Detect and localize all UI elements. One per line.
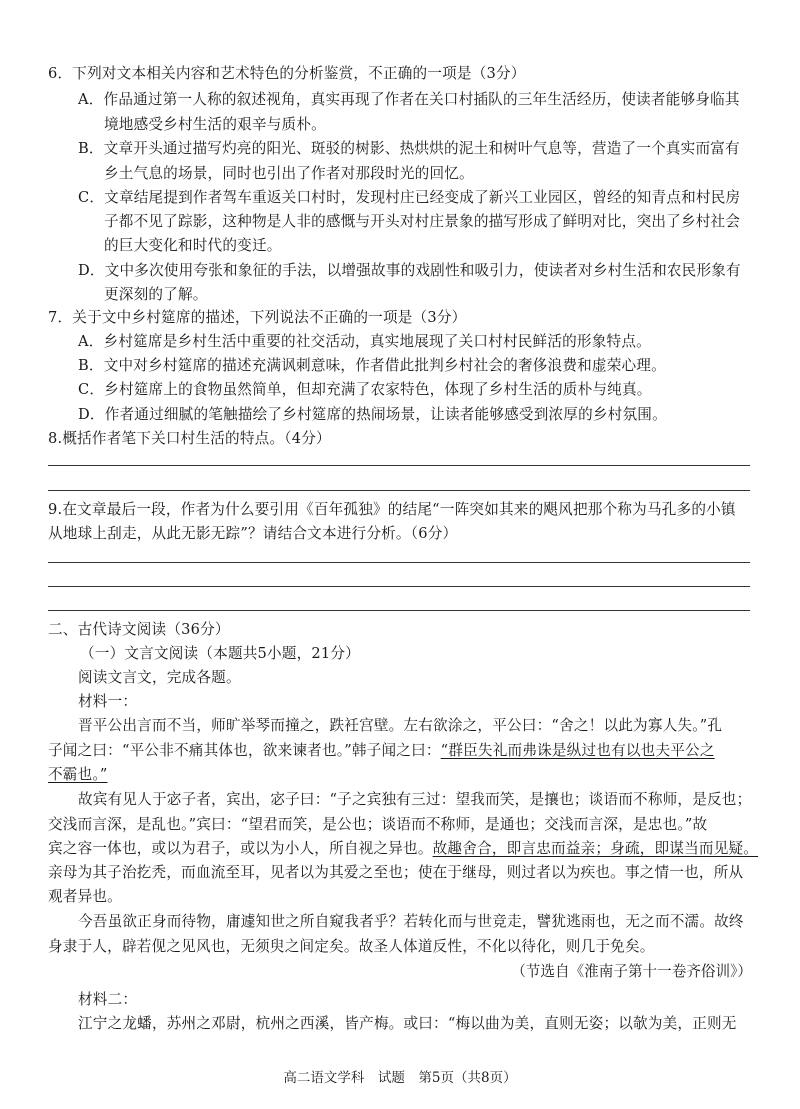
q6-option-a: A．作品通过第一人称的叙述视角，真实再现了作者在关口村插队的三年生活经历，使读者能够身临其	[78, 91, 740, 108]
material-1-label: 材料一：	[78, 693, 138, 710]
passage-line: 晋平公出言而不当，师旷举琴而撞之，跌衽宫壁。左右欲涂之，平公曰：“舍之！以此为寡人失。”孔	[78, 717, 723, 734]
q6-option-d: D．文中多次使用夸张和象征的手法，以增强故事的戏剧性和吸引力，使读者对乡村生活和农民形象有	[78, 262, 741, 279]
passage-line: 故宾有见人于宓子者，宾出，宓子曰：“子之宾独有三过：望我而笑，是攘也；谈语而不称师，是反也；	[78, 791, 752, 808]
q7-option-b: B．文中对乡村筵席的描述充满讽刺意味，作者借此批判乡村社会的奢侈浪费和虚荣心理。	[78, 357, 666, 374]
passage-line: 江宁之龙蟠，苏州之邓尉，杭州之西溪，皆产梅。或曰：“梅以曲为美，直则无姿；以欹为美，正则无	[78, 1015, 737, 1032]
subsection-title: （一）文言文阅读（本题共5小题，21分）	[80, 645, 360, 662]
passage-line: 观者异也。	[48, 888, 122, 905]
q9-stem: 9.在文章最后一段，作者为什么要引用《百年孤独》的结尾“一阵突如其来的飓风把那个称为马孔多的小镇	[48, 501, 736, 518]
underlined-sentence: “群臣失礼而弗诛是纵过也有以也夫平公之	[440, 742, 715, 759]
instruction: 阅读文言文，完成各题。	[78, 669, 241, 686]
passage-line: 交浅而言深，是乱也。”宾曰：“望君而笑，是公也；谈语而不称师，是通也；交浅而言深，是忠也。”故	[48, 816, 708, 833]
passage-text: 宾之容一体也，或以为君子，或以为小人，所自视之异也。	[48, 840, 433, 857]
q6-option-c-cont: 子都不见了踪影，这种物是人非的感慨与开头对村庄景象的描写形成了鲜明对比，突出了乡村社会	[104, 213, 741, 230]
passage-line: 今吾虽欲正身而待物，庸遽知世之所自窥我者乎？若转化而与世竞走，譬犹逃雨也，无之而不濡。故终	[78, 913, 744, 930]
answer-line[interactable]	[48, 490, 750, 491]
q7-option-a: A．乡村筵席是乡村生活中重要的社交活动，真实地展现了关口村村民鲜活的形象特点。	[78, 333, 651, 350]
passage-line: 身隶于人，辟若伣之见风也，无须臾之间定矣。故圣人体道反性，不化以待化，则几于免矣。	[48, 938, 655, 955]
underlined-sentence: 故趣舍合，即言忠而益亲；身疏，即谋当而见疑。	[432, 840, 759, 857]
section-title: 二、古代诗文阅读（36分）	[48, 621, 230, 638]
answer-line[interactable]	[48, 586, 750, 587]
q6-option-b-cont: 乡土气息的场景，同时也引出了作者对那段时光的回忆。	[104, 165, 474, 182]
answer-line[interactable]	[48, 610, 750, 611]
q6-option-c-cont2: 的巨大变化和时代的变迁。	[104, 237, 282, 254]
passage-line	[48, 741, 715, 761]
answer-line[interactable]	[48, 562, 750, 563]
answer-line[interactable]	[48, 465, 750, 466]
q6-option-d-cont: 更深刻的了解。	[104, 286, 208, 303]
q7-option-d: D．作者通过细腻的笔触描绘了乡村筵席的热闹场景，让读者能够感受到浓厚的乡村氛围。	[78, 406, 667, 423]
q8-stem: 8.概括作者笔下关口村生活的特点。（4分）	[48, 430, 331, 447]
q7-option-c: C．乡村筵席上的食物虽然简单，但却充满了农家特色，体现了乡村生活的质朴与纯真。	[78, 381, 652, 398]
underlined-sentence-end: 不霸也。”	[48, 766, 108, 783]
q6-option-b: B．文章开头通过描写灼亮的阳光、斑驳的树影、热烘烘的泥土和树叶气息等，营造了一个真实而富有	[78, 140, 740, 157]
q6-option-a-cont: 境地感受乡村生活的艰辛与质朴。	[104, 116, 326, 133]
passage-text: 子闻之曰：“平公非不痛其体也，欲来谏者也。”韩子闻之曰：	[48, 742, 441, 759]
q9-stem-cont: 从地球上刮走，从此无影无踪”？请结合文本进行分析。（6分）	[48, 525, 458, 542]
passage-source: （节选自《淮南子第十一卷齐俗训》）	[511, 963, 752, 980]
passage-line	[48, 839, 758, 859]
q7-stem: 7．关于文中乡村筵席的描述，下列说法不正确的一项是（3分）	[48, 309, 467, 326]
page-footer: 高二语文学科 试题 第5页（共8页）	[283, 1070, 517, 1086]
q6-option-c: C．文章结尾提到作者驾车重返关口村时，发现村庄已经变成了新兴工业园区，曾经的知青点和村民房	[78, 189, 741, 206]
q6-stem: 6．下列对文本相关内容和艺术特色的分析鉴赏，不正确的一项是（3分）	[48, 65, 526, 82]
material-2-label: 材料二：	[78, 991, 138, 1008]
passage-line: 亲母为其子治扢秃，而血流至耳，见者以为其爱之至也；使在于继母，则过者以为疾也。事之情一也，所从	[48, 864, 744, 881]
